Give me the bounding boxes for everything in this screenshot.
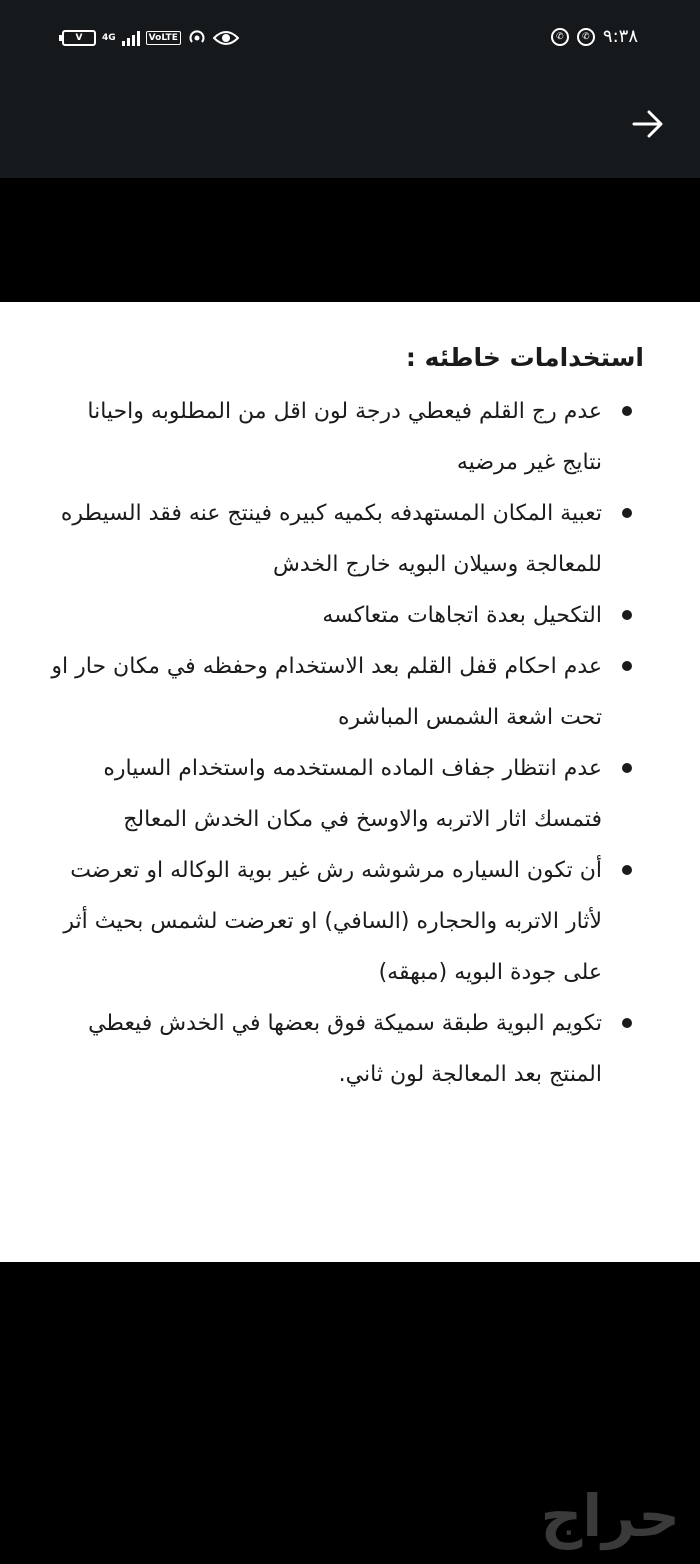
list-item [44,590,644,641]
status-time: ٩:٣٨ [602,26,638,47]
list-item-text: التكحيل بعدة اتجاهات متعاكسه [322,603,602,628]
status-icons-right [551,26,638,47]
bullet [622,865,632,875]
arrow-right-icon [626,102,670,146]
whatsapp-icon: ✆ [577,28,595,46]
status-bar [0,0,700,80]
signal-icon [122,30,140,46]
list-item-text: عدم انتظار جفاف الماده المستخدمه واستخدام السياره فتمسك اثار الاتربه والاوسخ في مكان الخدش المعالج [103,756,602,832]
eye-icon [213,29,239,47]
bullet [622,1018,632,1028]
status-icons-left [62,28,239,48]
article-content [44,336,644,1100]
bullet [622,508,632,518]
list-item [44,386,644,488]
article-heading: استخدامات خاطئه : [405,343,644,372]
bullet [622,406,632,416]
list-item [44,743,644,845]
image-area [0,178,700,302]
list-item [44,488,644,590]
list-item [44,845,644,998]
list-item-text: تكويم البوية طبقة سميكة فوق بعضها في الخدش فيعطي المنتج بعد المعالجة لون ثاني. [88,1011,602,1087]
misuse-list [44,386,644,1100]
battery-icon [62,30,96,46]
list-item-text: أن تكون السياره مرشوشه رش غير بوية الوكاله او تعرضت لأثار الاتربه والحجاره (السافي) او تعرضت لشمس بحيث أثر على جودة البويه (مبهقه) [63,858,602,985]
whatsapp-icon: ✆ [551,28,569,46]
bullet [622,661,632,671]
list-item [44,998,644,1100]
back-button[interactable] [626,102,670,146]
list-item [44,641,644,743]
content-card [0,302,700,1262]
haraj-watermark: حراج [540,1482,680,1550]
app-header [0,80,700,178]
hotspot-icon [187,28,207,48]
list-item-text: عدم احكام قفل القلم بعد الاستخدام وحفظه في مكان حار او تحت اشعة الشمس المباشره [51,654,602,730]
bullet [622,610,632,620]
bullet [622,763,632,773]
battery-label: V [75,33,83,43]
list-item-text: عدم رج القلم فيعطي درجة لون اقل من المطلوبه واحيانا نتايج غير مرضيه [87,399,602,475]
volte-icon: VoLTE [146,31,181,45]
image-area-bottom [0,1262,700,1564]
list-item-text: تعبية المكان المستهدفه بكميه كبيره فينتج عنه فقد السيطره للمعالجة وسيلان البويه خارج الخدش [60,501,602,577]
network-type: 4G [102,32,116,43]
